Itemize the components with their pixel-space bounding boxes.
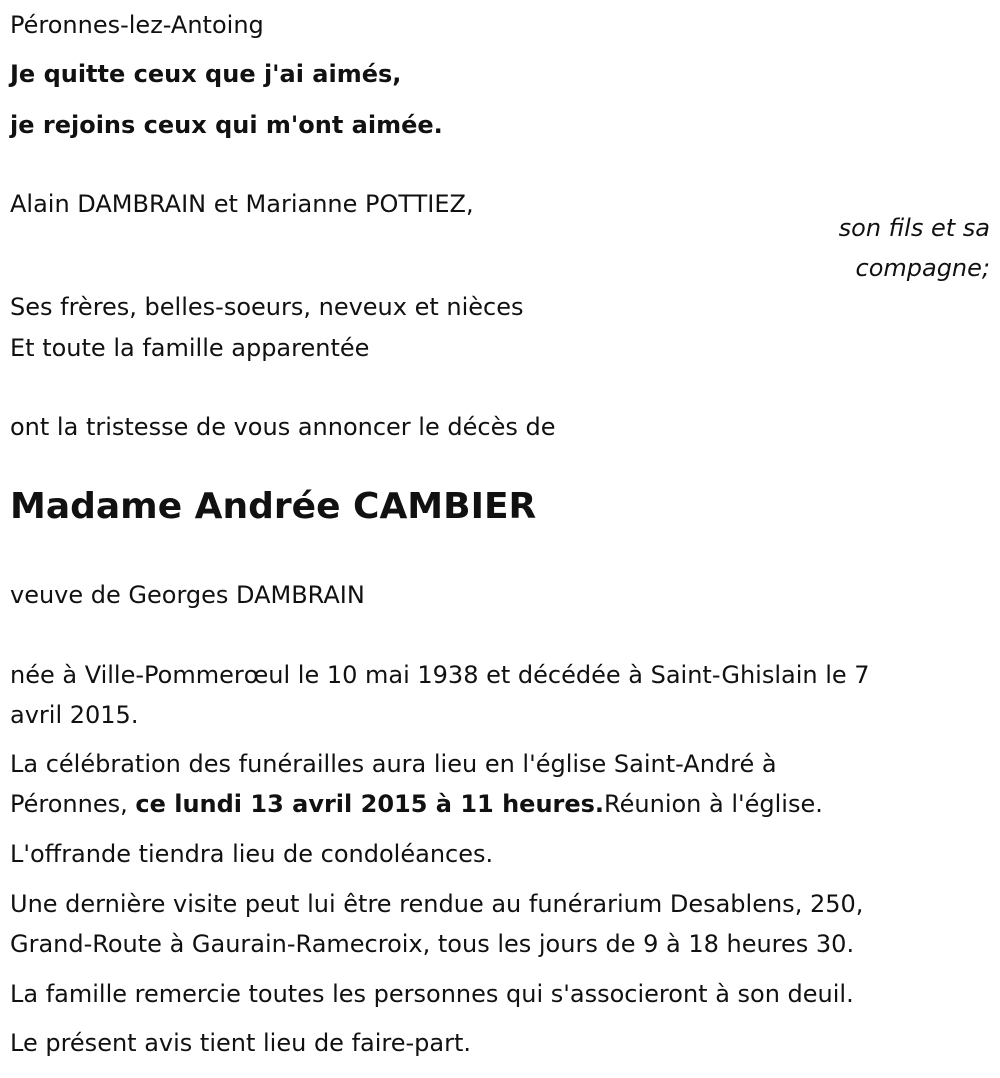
family-relation-line-1: son fils et sa: [838, 214, 990, 242]
family-primary: Alain DAMBRAIN et Marianne POTTIEZ,: [10, 190, 474, 218]
family-relation-line-2: compagne;: [855, 254, 990, 282]
birth-death-line-2: avril 2015.: [10, 701, 139, 729]
visit-line-2: Grand-Route à Gaurain-Ramecroix, tous les jours de 9 à 18 heures 30.: [10, 930, 855, 958]
birth-death-line-1: née à Ville-Pommerœul le 10 mai 1938 et décédée à Saint-Ghislain le 7: [10, 661, 870, 689]
funeral-meeting: Réunion à l'église.: [604, 790, 823, 818]
location: Péronnes-lez-Antoing: [10, 11, 264, 39]
announcement: ont la tristesse de vous annoncer le décès de: [10, 413, 556, 441]
thanks: La famille remercie toutes les personnes qui s'associeront à son deuil.: [10, 980, 854, 1008]
funeral-date-time: ce lundi 13 avril 2015 à 11 heures.: [135, 790, 605, 818]
family-relation: [839, 214, 990, 282]
funeral-line-1: La célébration des funérailles aura lieu en l'église Saint-André à: [10, 750, 777, 778]
funeral-place: Péronnes,: [10, 790, 136, 818]
notice: Le présent avis tient lieu de faire-part.: [10, 1029, 472, 1057]
deceased-name: Madame Andrée CAMBIER: [10, 486, 537, 527]
widow-of: veuve de Georges DAMBRAIN: [10, 581, 365, 609]
offering: L'offrande tiendra lieu de condoléances.: [10, 840, 494, 868]
family-others-line-1: Ses frères, belles-soeurs, neveux et nièces: [10, 293, 524, 321]
family-others-line-2: Et toute la famille apparentée: [10, 334, 370, 362]
visit-line-1: Une dernière visite peut lui être rendue au funérarium Desablens, 250,: [10, 890, 864, 918]
epigraph-line-2: je rejoins ceux qui m'ont aimée.: [10, 111, 443, 139]
funeral-line-2: [10, 790, 823, 818]
epigraph-line-1: Je quitte ceux que j'ai aimés,: [10, 60, 402, 88]
